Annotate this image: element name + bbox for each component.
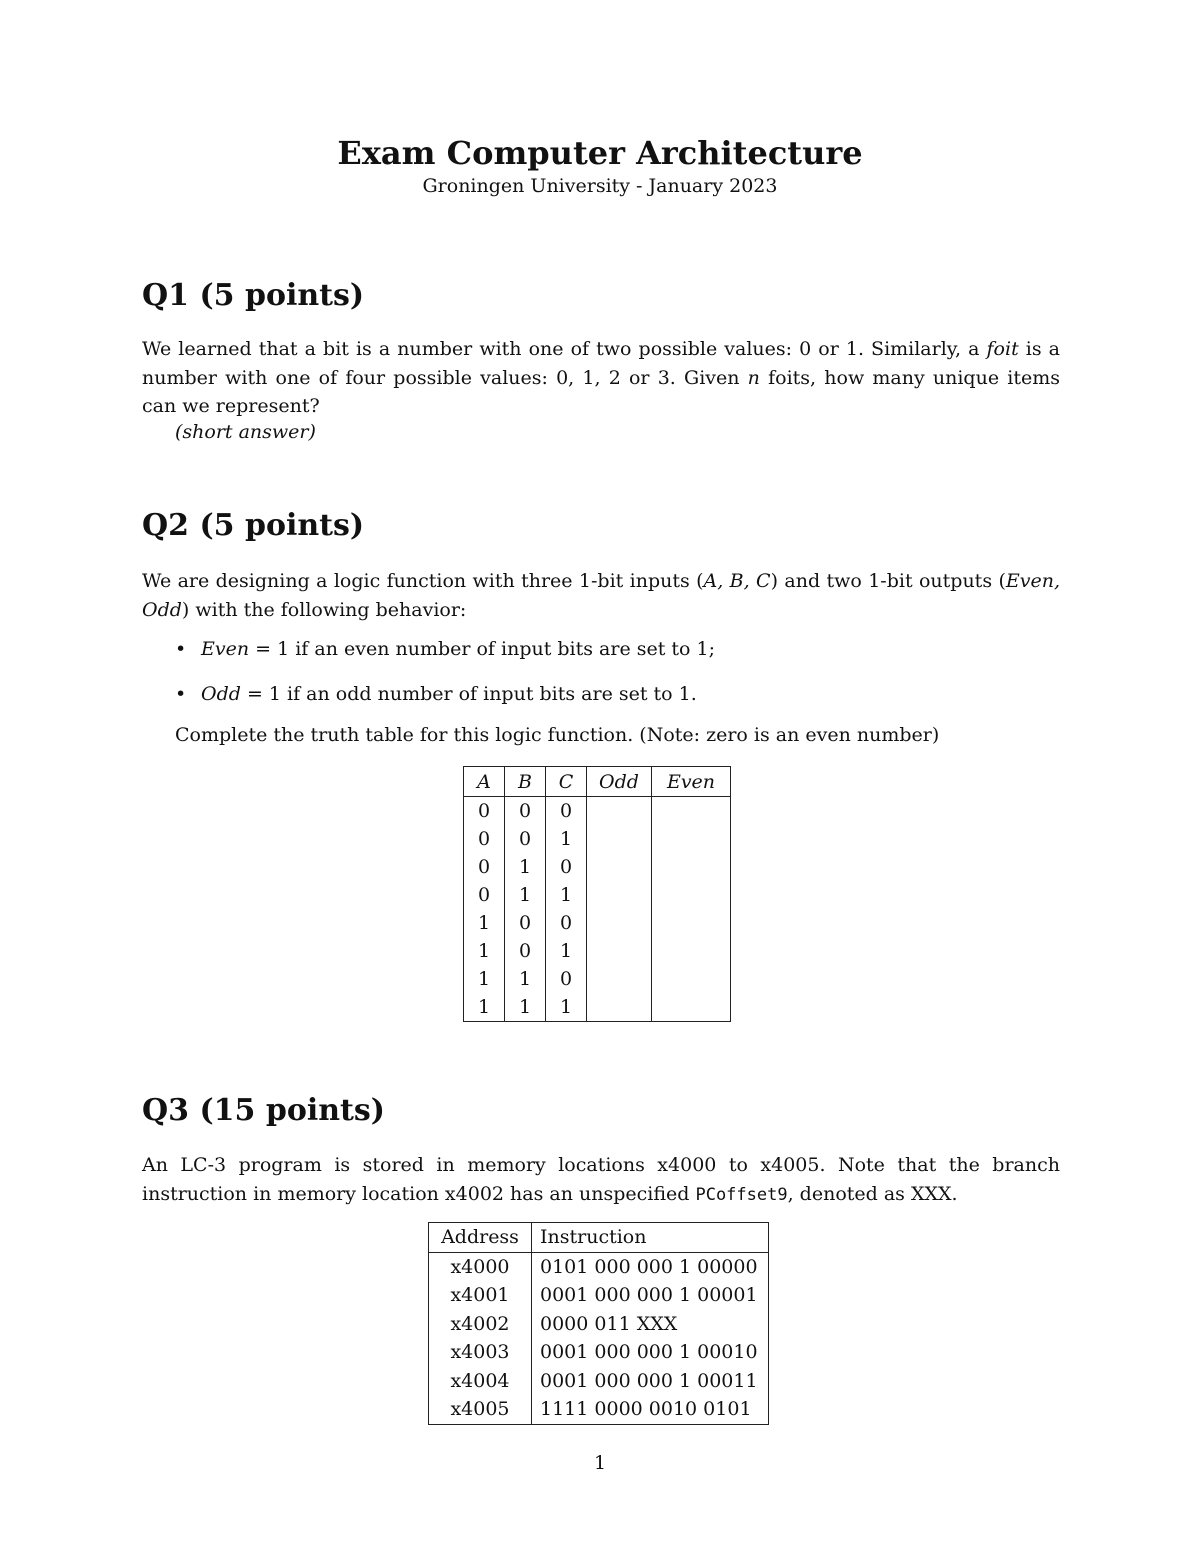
odd-cell[interactable] [587, 853, 652, 881]
q2-bullet-even: • Even = 1 if an even number of input bits are set to 1; [175, 638, 716, 660]
table-row: 1 0 0 [464, 909, 731, 937]
q2-intro: We are designing a logic function with three 1-bit inputs (A, B, C) and two 1-bit outputs (Even, Odd) with the following behavior: [142, 570, 1060, 621]
odd-cell[interactable] [587, 993, 652, 1022]
page-title: Exam Computer Architecture [337, 134, 863, 172]
odd-cell[interactable] [587, 909, 652, 937]
truth-header-odd: Odd [587, 767, 652, 797]
q2-heading: Q2 (5 points) [142, 508, 365, 543]
even-cell[interactable] [652, 825, 731, 853]
even-cell[interactable] [652, 965, 731, 993]
even-cell[interactable] [652, 797, 731, 826]
even-cell[interactable] [652, 881, 731, 909]
even-cell[interactable] [652, 853, 731, 881]
table-row: 1 1 0 [464, 965, 731, 993]
table-row: 0 0 0 [464, 797, 731, 826]
odd-cell[interactable] [587, 797, 652, 826]
odd-cell[interactable] [587, 825, 652, 853]
q1-heading: Q1 (5 points) [142, 278, 365, 313]
table-row: x4000 0101 000 000 1 00000 [429, 1252, 769, 1281]
program-table [428, 1222, 769, 1425]
table-row: x4002 0000 011 XXX [429, 1310, 769, 1339]
q1-question: We learned that a bit is a number with one of two possible values: 0 or 1. Similarly, a foit is a number with one of four possible values: 0, 1, 2 or 3. Given n foits, how many unique items can we represent? [142, 338, 1060, 417]
even-cell[interactable] [652, 909, 731, 937]
table-row: x4005 1111 0000 0010 0101 [429, 1395, 769, 1424]
page-number: 1 [593, 1452, 607, 1474]
q1-answer-hint: (short answer) [175, 421, 316, 443]
page-subtitle: Groningen University - January 2023 [422, 175, 778, 197]
q1-var-n: n [747, 366, 760, 389]
odd-cell[interactable] [587, 965, 652, 993]
truth-table [463, 766, 731, 1022]
q3-code-term: PCoffset9 [695, 1184, 788, 1205]
truth-header-b: B [505, 767, 546, 797]
q2-instruction: Complete the truth table for this logic function. (Note: zero is an even number) [175, 724, 940, 746]
table-row: 0 1 1 [464, 881, 731, 909]
program-header-address: Address [429, 1223, 532, 1253]
q2-bullet-odd: • Odd = 1 if an odd number of input bits are set to 1. [175, 683, 697, 705]
table-row: x4003 0001 000 000 1 00010 [429, 1338, 769, 1367]
q1-term: foit [986, 338, 1019, 360]
table-row: x4001 0001 000 000 1 00001 [429, 1281, 769, 1310]
odd-cell[interactable] [587, 937, 652, 965]
truth-header-c: C [546, 767, 587, 797]
table-row: 1 1 1 [464, 993, 731, 1022]
odd-cell[interactable] [587, 881, 652, 909]
even-cell[interactable] [652, 937, 731, 965]
program-header-instruction: Instruction [532, 1223, 769, 1253]
table-row: 1 0 1 [464, 937, 731, 965]
q3-heading: Q3 (15 points) [142, 1093, 385, 1128]
truth-header-a: A [464, 767, 505, 797]
table-row: 0 0 1 [464, 825, 731, 853]
truth-header-even: Even [652, 767, 731, 797]
table-row: x4004 0001 000 000 1 00011 [429, 1367, 769, 1396]
even-cell[interactable] [652, 993, 731, 1022]
q3-intro: An LC-3 program is stored in memory locations x4000 to x4005. Note that the branch instruction in memory location x4002 has an unspecified PCoffset9, denoted as XXX. [142, 1154, 1060, 1205]
table-row: 0 1 0 [464, 853, 731, 881]
